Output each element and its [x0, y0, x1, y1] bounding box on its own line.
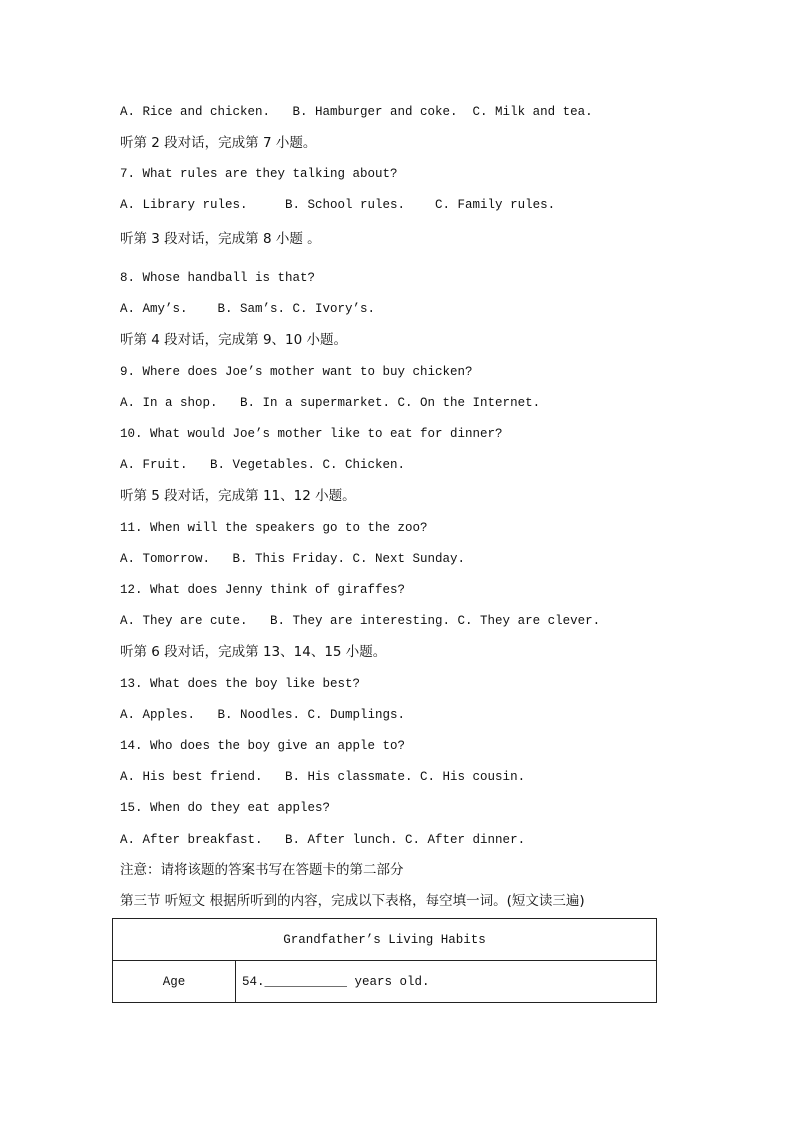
answer-options-8: A. Amy’s. B. Sam’s. C. Ivory’s. [120, 302, 376, 316]
question-14: 14. Who does the boy give an apple to? [120, 739, 406, 753]
answer-options-7: A. Library rules. B. School rules. C. Family rules. [120, 198, 556, 212]
answer-options-15: A. After breakfast. B. After lunch. C. After dinner. [120, 833, 526, 847]
question-10: 10. What would Joe’s mother like to eat for dinner? [120, 427, 503, 441]
question-12: 12. What does Jenny think of giraffes? [120, 583, 406, 597]
section-heading-dialogue-6: 听第 6 段对话，完成第 13、14、15 小题。 [120, 644, 387, 660]
table-cell-value-age: 54.___________ years old. [236, 961, 657, 1003]
question-9: 9. Where does Joe’s mother want to buy chicken? [120, 365, 473, 379]
answer-options-10: A. Fruit. B. Vegetables. C. Chicken. [120, 458, 406, 472]
section-heading-dialogue-5: 听第 5 段对话，完成第 11、12 小题。 [120, 488, 356, 504]
living-habits-table [112, 918, 657, 1003]
section-heading-dialogue-2: 听第 2 段对话，完成第 7 小题。 [120, 135, 317, 151]
answer-options-12: A. They are cute. B. They are interesting. C. They are clever. [120, 614, 601, 628]
section-heading-dialogue-3: 听第 3 段对话，完成第 8 小题 。 [120, 231, 321, 247]
table-title-row [113, 919, 657, 961]
table-title: Grandfather’s Living Habits [113, 919, 657, 961]
table-cell-label-age: Age [113, 961, 236, 1003]
notice-line: 注意：请将该题的答案书写在答题卡的第二部分 [120, 862, 404, 878]
answer-options-13: A. Apples. B. Noodles. C. Dumplings. [120, 708, 406, 722]
question-7: 7. What rules are they talking about? [120, 167, 398, 181]
section-heading-dialogue-4: 听第 4 段对话，完成第 9、10 小题。 [120, 332, 348, 348]
table-row [113, 961, 657, 1003]
question-13: 13. What does the boy like best? [120, 677, 361, 691]
question-8: 8. Whose handball is that? [120, 271, 316, 285]
question-11: 11. When will the speakers go to the zoo? [120, 521, 428, 535]
answer-options-11: A. Tomorrow. B. This Friday. C. Next Sunday. [120, 552, 466, 566]
answer-options-14: A. His best friend. B. His classmate. C. His cousin. [120, 770, 526, 784]
question-15: 15. When do they eat apples? [120, 801, 331, 815]
section-three-heading: 第三节 听短文 根据所听到的内容，完成以下表格，每空填一词。(短文读三遍) [120, 893, 585, 909]
line-answer-options-6: A. Rice and chicken. B. Hamburger and coke. C. Milk and tea. [120, 105, 593, 119]
answer-options-9: A. In a shop. B. In a supermarket. C. On the Internet. [120, 396, 541, 410]
